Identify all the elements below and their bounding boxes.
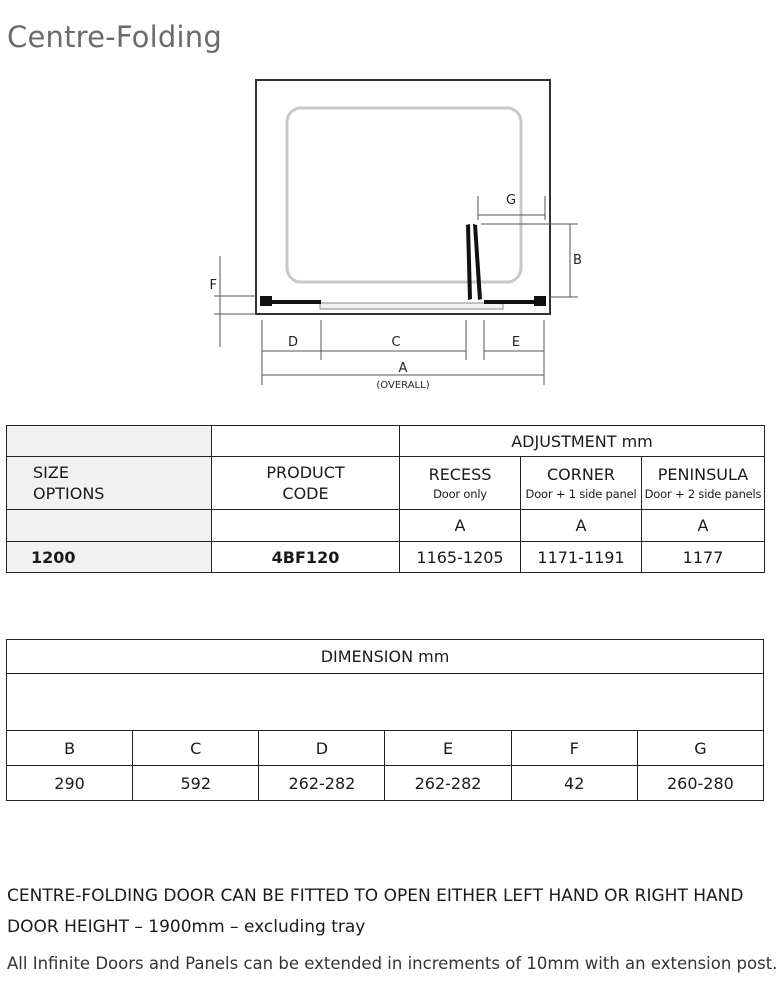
product-code-value: 4BF120 [212,542,400,573]
dim-label-b: B [573,253,582,268]
dimension-table [6,639,764,801]
table-row [7,731,764,766]
dim-letter: F [511,731,637,766]
table-row [7,674,764,731]
size-options-header: SIZE OPTIONS [7,457,212,510]
note-opening-direction: CENTRE-FOLDING DOOR CAN BE FITTED TO OPEN EITHER LEFT HAND OR RIGHT HAND [7,886,744,906]
product-code-header: PRODUCT CODE [212,457,400,510]
folded-door-leaf-1 [466,224,472,300]
dim-letter: D [259,731,385,766]
recess-letter: A [400,510,521,542]
right-panel [484,300,535,304]
adjustment-table [6,425,765,573]
dim-label-a: A [398,361,408,376]
dim-value: 592 [133,766,259,801]
empty-cell [7,426,212,457]
table-row [7,457,765,510]
size-value: 1200 [7,542,212,573]
corner-header: CORNER Door + 1 side panel [521,457,642,510]
shower-tray [287,108,521,282]
threshold [320,303,503,309]
dim-letter: E [385,731,511,766]
left-wall-post [260,296,272,306]
dim-label-f: F [209,278,217,293]
dim-letter: C [133,731,259,766]
dim-label-d: D [287,335,299,350]
dim-label-overall: (OVERALL) [376,380,430,391]
dim-value: 260-280 [637,766,763,801]
table-row [7,510,765,542]
note-extension: All Infinite Doors and Panels can be extended in increments of 10mm with an extension post. [7,954,777,973]
corner-value: 1171-1191 [521,542,642,573]
table-row [7,542,765,573]
empty-cell [212,426,400,457]
adjustment-header: ADJUSTMENT mm [400,426,765,457]
dim-label-e: E [511,335,521,350]
centre-folding-plan-diagram [200,70,580,400]
empty-cell [212,510,400,542]
dim-value: 290 [7,766,133,801]
dim-letter: B [7,731,133,766]
note-door-height: DOOR HEIGHT – 1900mm – excluding tray [7,917,366,937]
recess-value: 1165-1205 [400,542,521,573]
table-row [7,766,764,801]
peninsula-value: 1177 [642,542,765,573]
dim-value: 42 [511,766,637,801]
peninsula-letter: A [642,510,765,542]
corner-letter: A [521,510,642,542]
folded-door-leaf-2 [473,224,482,300]
recess-header: RECESS Door only [400,457,521,510]
page-title: Centre-Folding [7,20,222,54]
dimension-header: DIMENSION mm [7,640,764,674]
left-panel [272,300,321,304]
dim-value: 262-282 [385,766,511,801]
dim-label-c: C [391,335,401,350]
right-wall-post [534,296,546,306]
empty-cell [7,674,764,731]
dim-label-g: G [505,193,517,208]
table-row [7,426,765,457]
dim-value: 262-282 [259,766,385,801]
empty-cell [7,510,212,542]
peninsula-header: PENINSULA Door + 2 side panels [642,457,765,510]
dim-letter: G [637,731,763,766]
table-row [7,640,764,674]
